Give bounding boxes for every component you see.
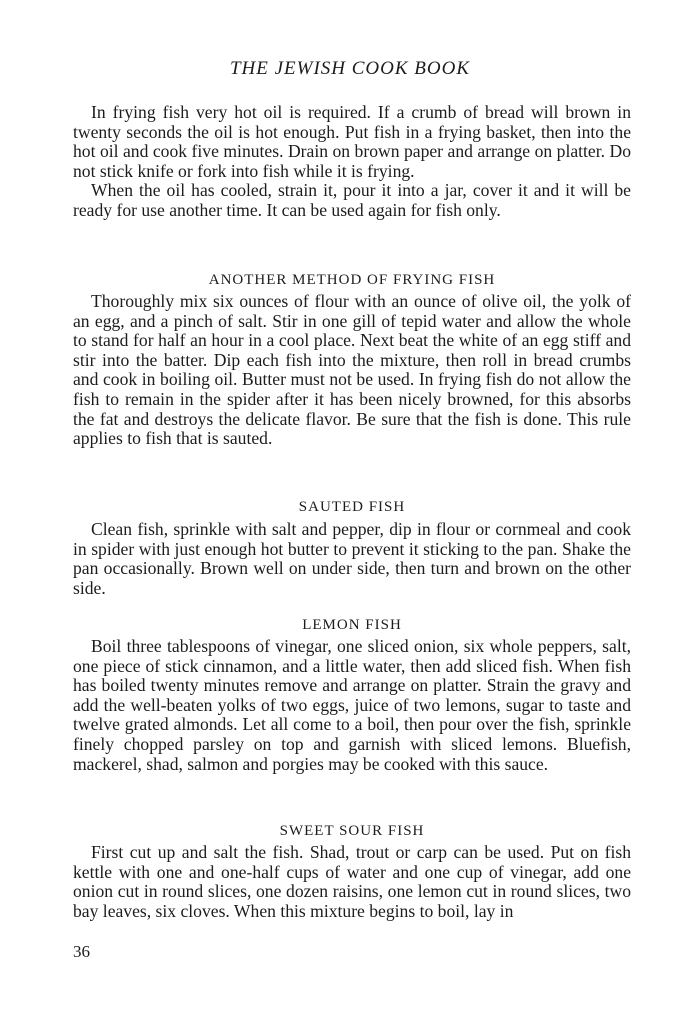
heading-lemon-fish: LEMON FISH (302, 617, 402, 633)
another-method-paragraph: Thoroughly mix six ounces of flour with an ounce of olive oil, the yolk of an egg, and a pinch of salt. Stir in one gill of tepid water and allow the whole to stand for half an hour in a cool place. Next beat the white of an egg stiff and stir into the batter. Dip each fish into the mixture, then roll in bread crumbs and cook in boiling oil. Butter must not be used. In frying fish do not allow the fish to remain in the spider after it has been nicely browned, for this absorbs the fat and destroys the delicate flavor. Be sure that the fish is done. This rule applies to fish that is sauted. (73, 291, 631, 449)
running-head: THE JEWISH COOK BOOK (229, 58, 471, 79)
another-method-text (73, 292, 631, 449)
intro-paragraph-2: When the oil has cooled, strain it, pour it into a jar, cover it and it will be ready for use another time. It can be used again for fish only. (73, 180, 631, 220)
heading-sauted-fish: SAUTED FISH (298, 499, 406, 515)
heading-another-method: ANOTHER METHOD OF FRYING FISH (208, 272, 496, 288)
sauted-fish-text (73, 520, 631, 598)
sweet-sour-fish-paragraph: First cut up and salt the fish. Shad, trout or carp can be used. Put on fish kettle with one and one-half cups of water and one cup of vinegar, add one onion cut in round slices, one dozen raisins, one lemon cut in round slices, two bay leaves, six cloves. When this mixture begins to boil, lay in (73, 842, 631, 921)
page-number: 36 (73, 942, 90, 961)
intro-paragraph-1: In frying fish very hot oil is required. If a crumb of bread will brown in twenty seconds the oil is hot enough. Put fish in a frying basket, then into the hot oil and cook five minutes. Drain on brown paper and arrange on platter. Do not stick knife or fork into fish while it is frying. (73, 102, 631, 181)
sauted-fish-paragraph: Clean fish, sprinkle with salt and pepper, dip in flour or cornmeal and cook in spider with just enough hot butter to prevent it sticking to the pan. Shake the pan occasionally. Brown well on under side, then turn and brown on the other side. (73, 519, 631, 598)
sweet-sour-fish-text (73, 843, 631, 921)
lemon-fish-paragraph: Boil three tablespoons of vinegar, one sliced onion, six whole peppers, salt, one piece of stick cinnamon, and a little water, then add sliced fish. When fish has boiled twenty minutes remove and arrange on platter. Strain the gravy and add the well-beaten yolks of two eggs, juice of two lemons, sugar to taste and twelve grated almonds. Let all come to a boil, then pour over the fish, sprinkle finely chopped parsley on top and garnish with sliced lemons. Bluefish, mackerel, shad, salmon and porgies may be cooked with this sauce. (73, 636, 631, 774)
heading-sweet-sour-fish: SWEET SOUR FISH (279, 823, 425, 839)
intro-text (73, 103, 631, 221)
lemon-fish-text (73, 637, 631, 774)
